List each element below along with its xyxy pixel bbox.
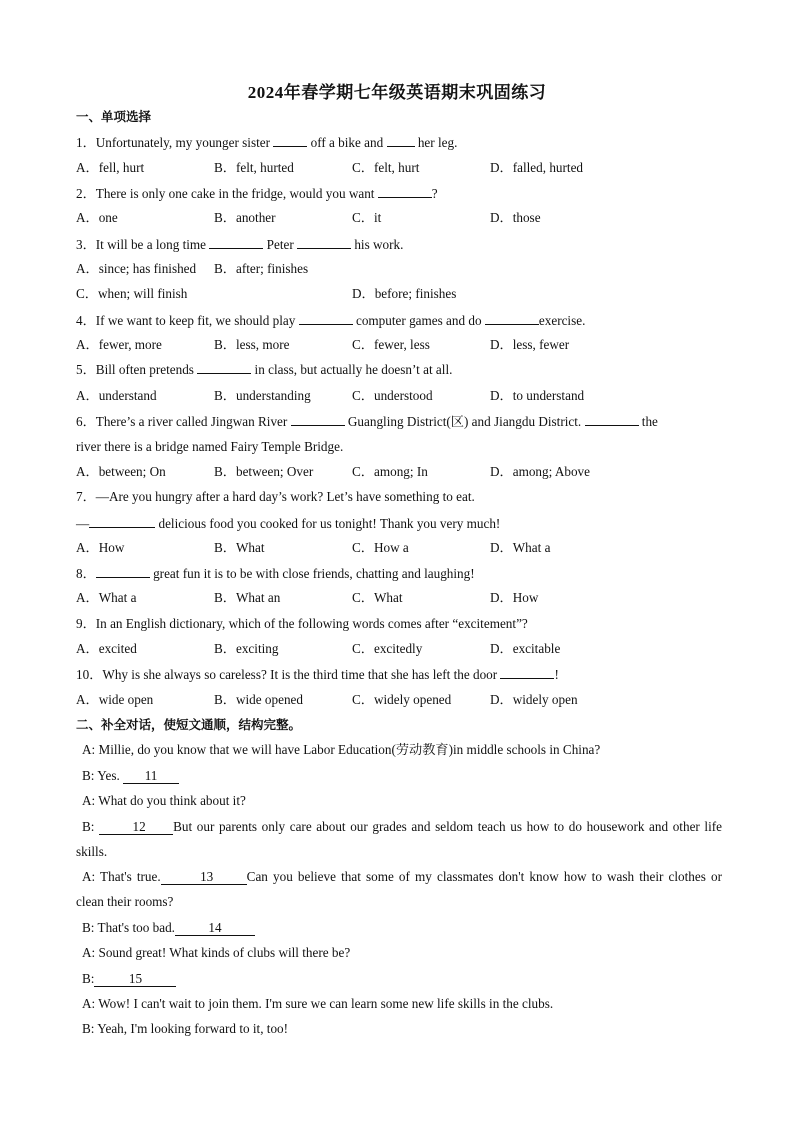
option-a[interactable]: A．fewer, more xyxy=(76,337,162,352)
question-9: 9．In an English dictionary, which of the following words comes after “excitement”? xyxy=(76,616,528,631)
option-a[interactable]: A．wide open xyxy=(76,692,154,707)
answer-blank-15[interactable]: 15 xyxy=(94,972,176,987)
question-10: 10．Why is she always so careless? It is the third time that she has left the door ! xyxy=(76,667,559,682)
option-c[interactable]: C．among; In xyxy=(352,464,428,479)
dialogue-line-2: B: Yes. 11 xyxy=(82,767,179,785)
answer-blank[interactable] xyxy=(387,133,415,147)
answer-blank[interactable] xyxy=(585,412,639,426)
option-d[interactable]: D．to understand xyxy=(490,388,585,403)
option-d[interactable]: D．falled, hurted xyxy=(490,160,584,175)
option-b[interactable]: B．understanding xyxy=(214,388,311,403)
question-6: 6．There’s a river called Jingwan River Guangling District(区) and Jiangdu District. the xyxy=(76,414,658,429)
option-c[interactable]: C．understood xyxy=(352,388,433,403)
option-a[interactable]: A．between; On xyxy=(76,464,166,479)
answer-blank-14[interactable]: 14 xyxy=(175,921,255,936)
answer-blank[interactable] xyxy=(273,133,307,147)
answer-blank[interactable] xyxy=(209,235,263,249)
option-a[interactable]: A．What a xyxy=(76,590,137,605)
option-d[interactable]: D．among; Above xyxy=(490,464,590,479)
section-heading-1: 一、单项选择 xyxy=(76,109,152,124)
answer-blank[interactable] xyxy=(500,665,554,679)
answer-blank[interactable] xyxy=(197,360,251,374)
option-a[interactable]: A．understand xyxy=(76,388,157,403)
option-b[interactable]: B．What an xyxy=(214,590,281,605)
option-c[interactable]: C．felt, hurt xyxy=(352,160,420,175)
option-d[interactable]: D．excitable xyxy=(490,641,561,656)
option-b[interactable]: B．exciting xyxy=(214,641,279,656)
dialogue-line-4: B: 12 But our parents only care about our grades and seldom teach us how to do housework and other life skills. xyxy=(76,819,722,860)
answer-blank[interactable] xyxy=(297,235,351,249)
dialogue-line-10: B: Yeah, I'm looking forward to it, too! xyxy=(82,1021,289,1036)
answer-blank[interactable] xyxy=(378,184,432,198)
option-c[interactable]: C．What xyxy=(352,590,403,605)
dialogue-line-8: B: 15 xyxy=(82,970,176,988)
dialogue-line-9: A: Wow! I can't wait to join them. I'm sure we can learn some new life skills in the clubs. xyxy=(82,996,554,1011)
option-b[interactable]: B．another xyxy=(214,210,276,225)
question-7-reply: — delicious food you cooked for us tonight! Thank you very much! xyxy=(76,516,501,531)
option-a[interactable]: A．How xyxy=(76,540,125,555)
question-2: 2．There is only one cake in the fridge, would you want ? xyxy=(76,186,438,201)
option-a[interactable]: A．one xyxy=(76,210,118,225)
page-title: 2024年春学期七年级英语期末巩固练习 xyxy=(247,83,547,102)
dialogue-line-3: A: What do you think about it? xyxy=(82,793,246,808)
option-b[interactable]: B．less, more xyxy=(214,337,290,352)
question-7: 7．—Are you hungry after a hard day’s work? Let’s have something to eat. xyxy=(76,489,475,504)
option-c[interactable]: C．it xyxy=(352,210,382,225)
option-a[interactable]: A．since; has finished xyxy=(76,261,197,276)
option-c[interactable]: C．when; will finish xyxy=(76,286,188,301)
dialogue-line-1: A: Millie, do you know that we will have Labor Education(劳动教育)in middle schools in China? xyxy=(82,742,601,757)
option-b[interactable]: B．after; finishes xyxy=(214,261,309,276)
answer-blank[interactable] xyxy=(89,514,155,528)
option-d[interactable]: D．widely open xyxy=(490,692,578,707)
question-8: 8． great fun it is to be with close friends, chatting and laughing! xyxy=(76,566,475,581)
option-b[interactable]: B．What xyxy=(214,540,265,555)
question-3: 3．It will be a long time Peter his work. xyxy=(76,237,404,252)
option-d[interactable]: D．those xyxy=(490,210,541,225)
option-b[interactable]: B．between; Over xyxy=(214,464,314,479)
question-4: 4．If we want to keep fit, we should play computer games and do exercise. xyxy=(76,313,586,328)
answer-blank[interactable] xyxy=(485,311,539,325)
option-b[interactable]: B．felt, hurted xyxy=(214,160,294,175)
answer-blank-11[interactable]: 11 xyxy=(123,769,179,784)
question-6-continued: river there is a bridge named Fairy Temple Bridge. xyxy=(76,439,344,454)
question-1: 1．Unfortunately, my younger sister off a bike and her leg. xyxy=(76,135,458,150)
option-c[interactable]: C．fewer, less xyxy=(352,337,430,352)
option-d[interactable]: D．What a xyxy=(490,540,551,555)
option-c[interactable]: C．excitedly xyxy=(352,641,423,656)
answer-blank[interactable] xyxy=(96,564,150,578)
answer-blank-12[interactable]: 12 xyxy=(99,820,173,835)
dialogue-line-5: A: That's true. 13 Can you believe that some of my classmates don't know how to wash their clothes or clean their rooms? xyxy=(76,869,722,910)
question-5: 5．Bill often pretends in class, but actually he doesn’t at all. xyxy=(76,362,453,377)
dialogue-line-6: B: That's too bad. 14 xyxy=(82,919,255,937)
answer-blank-13[interactable]: 13 xyxy=(161,870,247,885)
section-heading-2: 二、补全对话，使短文通顺，结构完整。 xyxy=(76,717,302,732)
option-a[interactable]: A．excited xyxy=(76,641,137,656)
answer-blank[interactable] xyxy=(291,412,345,426)
option-d[interactable]: D．How xyxy=(490,590,539,605)
option-c[interactable]: C．How a xyxy=(352,540,409,555)
dialogue-line-7: A: Sound great! What kinds of clubs will there be? xyxy=(82,945,351,960)
option-d[interactable]: D．less, fewer xyxy=(490,337,570,352)
option-b[interactable]: B．wide opened xyxy=(214,692,303,707)
option-c[interactable]: C．widely opened xyxy=(352,692,452,707)
option-d[interactable]: D．before; finishes xyxy=(352,286,457,301)
answer-blank[interactable] xyxy=(299,311,353,325)
option-a[interactable]: A．fell, hurt xyxy=(76,160,145,175)
